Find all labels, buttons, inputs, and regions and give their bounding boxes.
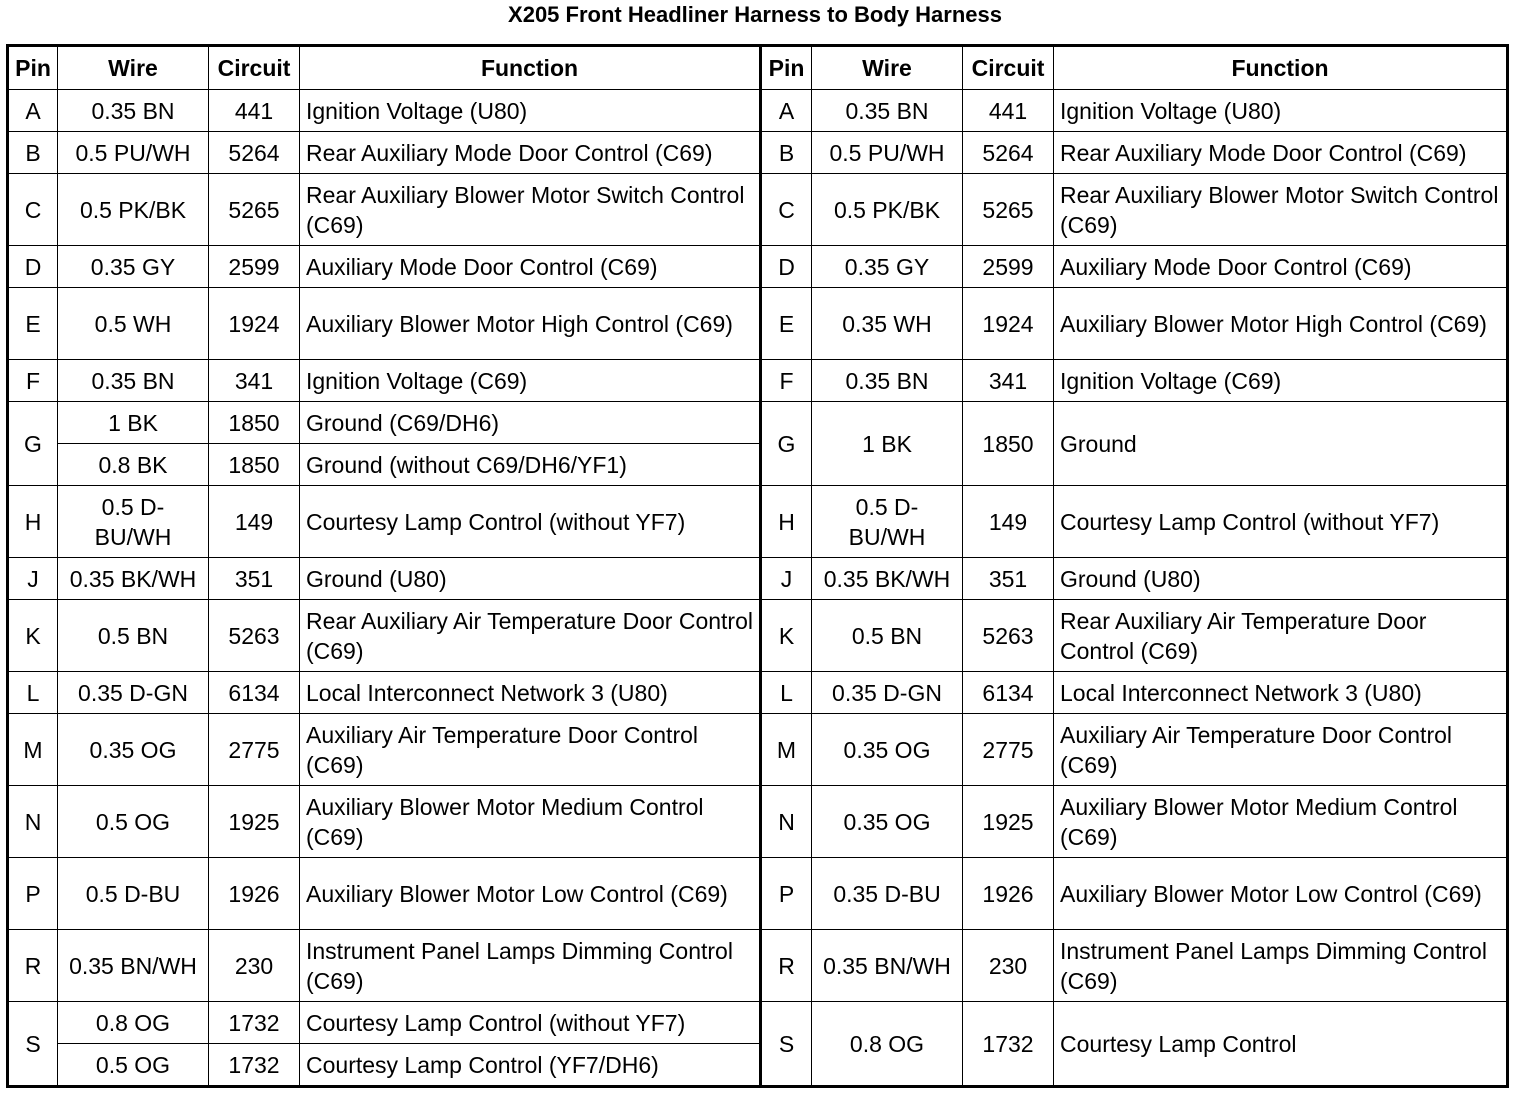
circuit-cell: 351: [963, 558, 1054, 600]
circuit-cell: 149: [963, 486, 1054, 558]
header-wire: Wire: [58, 46, 209, 90]
circuit-cell: 1926: [963, 858, 1054, 930]
pin-cell: C: [8, 174, 58, 246]
header-pin: Pin: [761, 46, 812, 90]
function-cell: Courtesy Lamp Control (without YF7): [300, 1002, 761, 1044]
function-cell: Ground (U80): [300, 558, 761, 600]
header-circuit: Circuit: [963, 46, 1054, 90]
pin-cell: F: [8, 360, 58, 402]
table-row: [8, 930, 1508, 1002]
table-row: [8, 288, 1508, 360]
wire-cell: 0.5 PK/BK: [58, 174, 209, 246]
wire-cell: 0.5 PK/BK: [812, 174, 963, 246]
wire-cell: 0.35 BN: [58, 90, 209, 132]
pin-cell: F: [761, 360, 812, 402]
function-cell: Courtesy Lamp Control (without YF7): [300, 486, 761, 558]
table-row: [8, 858, 1508, 930]
circuit-cell: 2775: [209, 714, 300, 786]
pin-cell: H: [761, 486, 812, 558]
function-cell: Local Interconnect Network 3 (U80): [300, 672, 761, 714]
function-cell: Auxiliary Air Temperature Door Control (C69): [300, 714, 761, 786]
header-row: [8, 46, 1508, 90]
wire-cell: 0.35 D-GN: [812, 672, 963, 714]
circuit-cell: 1850: [963, 402, 1054, 486]
wire-cell: 0.5 PU/WH: [58, 132, 209, 174]
function-cell: Ignition Voltage (U80): [1054, 90, 1508, 132]
wire-cell: 0.35 OG: [58, 714, 209, 786]
function-cell: Ignition Voltage (U80): [300, 90, 761, 132]
wire-cell: 0.35 D-GN: [58, 672, 209, 714]
circuit-cell: 5264: [963, 132, 1054, 174]
function-cell: Courtesy Lamp Control (YF7/DH6): [300, 1044, 761, 1087]
pin-cell: A: [8, 90, 58, 132]
function-cell: Auxiliary Blower Motor Low Control (C69): [300, 858, 761, 930]
pin-cell: S: [8, 1002, 58, 1087]
circuit-cell: 149: [209, 486, 300, 558]
wire-cell: 1 BK: [58, 402, 209, 444]
pin-cell: J: [761, 558, 812, 600]
wire-cell: 0.35 GY: [812, 246, 963, 288]
pin-cell: D: [8, 246, 58, 288]
function-cell: Auxiliary Blower Motor Low Control (C69): [1054, 858, 1508, 930]
function-cell: Instrument Panel Lamps Dimming Control (C69): [1054, 930, 1508, 1002]
circuit-cell: 1850: [209, 444, 300, 486]
pin-cell: E: [8, 288, 58, 360]
circuit-cell: 6134: [209, 672, 300, 714]
table-row: [8, 1002, 1508, 1044]
pin-cell: E: [761, 288, 812, 360]
wire-cell: 0.35 BN: [58, 360, 209, 402]
function-cell: Ignition Voltage (C69): [300, 360, 761, 402]
function-cell: Local Interconnect Network 3 (U80): [1054, 672, 1508, 714]
function-cell: Instrument Panel Lamps Dimming Control (C69): [300, 930, 761, 1002]
wire-cell: 0.35 D-BU: [812, 858, 963, 930]
function-cell: Auxiliary Air Temperature Door Control (C69): [1054, 714, 1508, 786]
table-row: [8, 174, 1508, 246]
wire-cell: 0.8 BK: [58, 444, 209, 486]
header-function: Function: [300, 46, 761, 90]
table-row: [8, 558, 1508, 600]
wire-cell: 0.35 GY: [58, 246, 209, 288]
wire-cell: 1 BK: [812, 402, 963, 486]
circuit-cell: 5264: [209, 132, 300, 174]
circuit-cell: 441: [963, 90, 1054, 132]
pin-cell: R: [8, 930, 58, 1002]
pin-cell: G: [761, 402, 812, 486]
wire-cell: 0.35 OG: [812, 786, 963, 858]
table-row: [8, 786, 1508, 858]
pin-cell: L: [761, 672, 812, 714]
wire-cell: 0.35 BN/WH: [812, 930, 963, 1002]
pin-cell: M: [8, 714, 58, 786]
table-row: [8, 714, 1508, 786]
pin-cell: S: [761, 1002, 812, 1087]
pin-cell: H: [8, 486, 58, 558]
function-cell: Courtesy Lamp Control: [1054, 1002, 1508, 1087]
circuit-cell: 341: [209, 360, 300, 402]
circuit-cell: 5263: [963, 600, 1054, 672]
wire-cell: 0.5 D-BU/WH: [812, 486, 963, 558]
circuit-cell: 2775: [963, 714, 1054, 786]
function-cell: Rear Auxiliary Air Temperature Door Control (C69): [1054, 600, 1508, 672]
circuit-cell: 5265: [209, 174, 300, 246]
header-wire: Wire: [812, 46, 963, 90]
table-row: [8, 360, 1508, 402]
wire-cell: 0.5 OG: [58, 786, 209, 858]
wire-cell: 0.35 BK/WH: [58, 558, 209, 600]
table-row: [8, 90, 1508, 132]
pin-cell: L: [8, 672, 58, 714]
table-row: [8, 486, 1508, 558]
wire-cell: 0.5 WH: [58, 288, 209, 360]
pin-cell: N: [761, 786, 812, 858]
function-cell: Auxiliary Blower Motor Medium Control (C69): [1054, 786, 1508, 858]
wire-cell: 0.5 BN: [812, 600, 963, 672]
function-cell: Ground (U80): [1054, 558, 1508, 600]
table-row: [8, 132, 1508, 174]
connector-pinout-table: [6, 44, 1509, 1088]
circuit-cell: 1924: [209, 288, 300, 360]
pin-cell: A: [761, 90, 812, 132]
function-cell: Rear Auxiliary Blower Motor Switch Control (C69): [1054, 174, 1508, 246]
circuit-cell: 230: [209, 930, 300, 1002]
circuit-cell: 6134: [963, 672, 1054, 714]
header-function: Function: [1054, 46, 1508, 90]
circuit-cell: 2599: [963, 246, 1054, 288]
table-row: [8, 246, 1508, 288]
pin-cell: M: [761, 714, 812, 786]
wire-cell: 0.35 BN: [812, 360, 963, 402]
function-cell: Auxiliary Mode Door Control (C69): [1054, 246, 1508, 288]
circuit-cell: 5263: [209, 600, 300, 672]
wire-cell: 0.8 OG: [58, 1002, 209, 1044]
pin-cell: P: [8, 858, 58, 930]
wire-cell: 0.35 BN/WH: [58, 930, 209, 1002]
wire-cell: 0.8 OG: [812, 1002, 963, 1087]
function-cell: Auxiliary Blower Motor High Control (C69): [1054, 288, 1508, 360]
circuit-cell: 1926: [209, 858, 300, 930]
function-cell: Ground (C69/DH6): [300, 402, 761, 444]
pin-cell: N: [8, 786, 58, 858]
circuit-cell: 1850: [209, 402, 300, 444]
circuit-cell: 1924: [963, 288, 1054, 360]
pin-cell: C: [761, 174, 812, 246]
pin-cell: J: [8, 558, 58, 600]
function-cell: Courtesy Lamp Control (without YF7): [1054, 486, 1508, 558]
wire-cell: 0.5 D-BU: [58, 858, 209, 930]
wire-cell: 0.35 BK/WH: [812, 558, 963, 600]
circuit-cell: 1925: [963, 786, 1054, 858]
pin-cell: P: [761, 858, 812, 930]
wire-cell: 0.35 WH: [812, 288, 963, 360]
pin-cell: D: [761, 246, 812, 288]
circuit-cell: 1732: [209, 1044, 300, 1087]
pin-cell: G: [8, 402, 58, 486]
pin-cell: R: [761, 930, 812, 1002]
wire-cell: 0.5 D-BU/WH: [58, 486, 209, 558]
circuit-cell: 441: [209, 90, 300, 132]
circuit-cell: 351: [209, 558, 300, 600]
function-cell: Rear Auxiliary Mode Door Control (C69): [1054, 132, 1508, 174]
document-title: X205 Front Headliner Harness to Body Harness: [508, 2, 1002, 27]
pin-cell: B: [8, 132, 58, 174]
circuit-cell: 1925: [209, 786, 300, 858]
wire-cell: 0.5 BN: [58, 600, 209, 672]
circuit-cell: 2599: [209, 246, 300, 288]
function-cell: Ignition Voltage (C69): [1054, 360, 1508, 402]
header-circuit: Circuit: [209, 46, 300, 90]
function-cell: Rear Auxiliary Mode Door Control (C69): [300, 132, 761, 174]
pin-cell: B: [761, 132, 812, 174]
circuit-cell: 5265: [963, 174, 1054, 246]
circuit-cell: 341: [963, 360, 1054, 402]
wire-cell: 0.5 OG: [58, 1044, 209, 1087]
header-pin: Pin: [8, 46, 58, 90]
table-row: [8, 672, 1508, 714]
circuit-cell: 1732: [963, 1002, 1054, 1087]
circuit-cell: 1732: [209, 1002, 300, 1044]
pin-cell: K: [761, 600, 812, 672]
function-cell: Ground (without C69/DH6/YF1): [300, 444, 761, 486]
wire-cell: 0.5 PU/WH: [812, 132, 963, 174]
wire-cell: 0.35 OG: [812, 714, 963, 786]
function-cell: Auxiliary Blower Motor High Control (C69): [300, 288, 761, 360]
function-cell: Rear Auxiliary Air Temperature Door Control (C69): [300, 600, 761, 672]
wire-cell: 0.35 BN: [812, 90, 963, 132]
function-cell: Ground: [1054, 402, 1508, 486]
table-row: [8, 600, 1508, 672]
circuit-cell: 230: [963, 930, 1054, 1002]
function-cell: Rear Auxiliary Blower Motor Switch Control (C69): [300, 174, 761, 246]
table-row: [8, 402, 1508, 444]
function-cell: Auxiliary Mode Door Control (C69): [300, 246, 761, 288]
pin-cell: K: [8, 600, 58, 672]
function-cell: Auxiliary Blower Motor Medium Control (C69): [300, 786, 761, 858]
